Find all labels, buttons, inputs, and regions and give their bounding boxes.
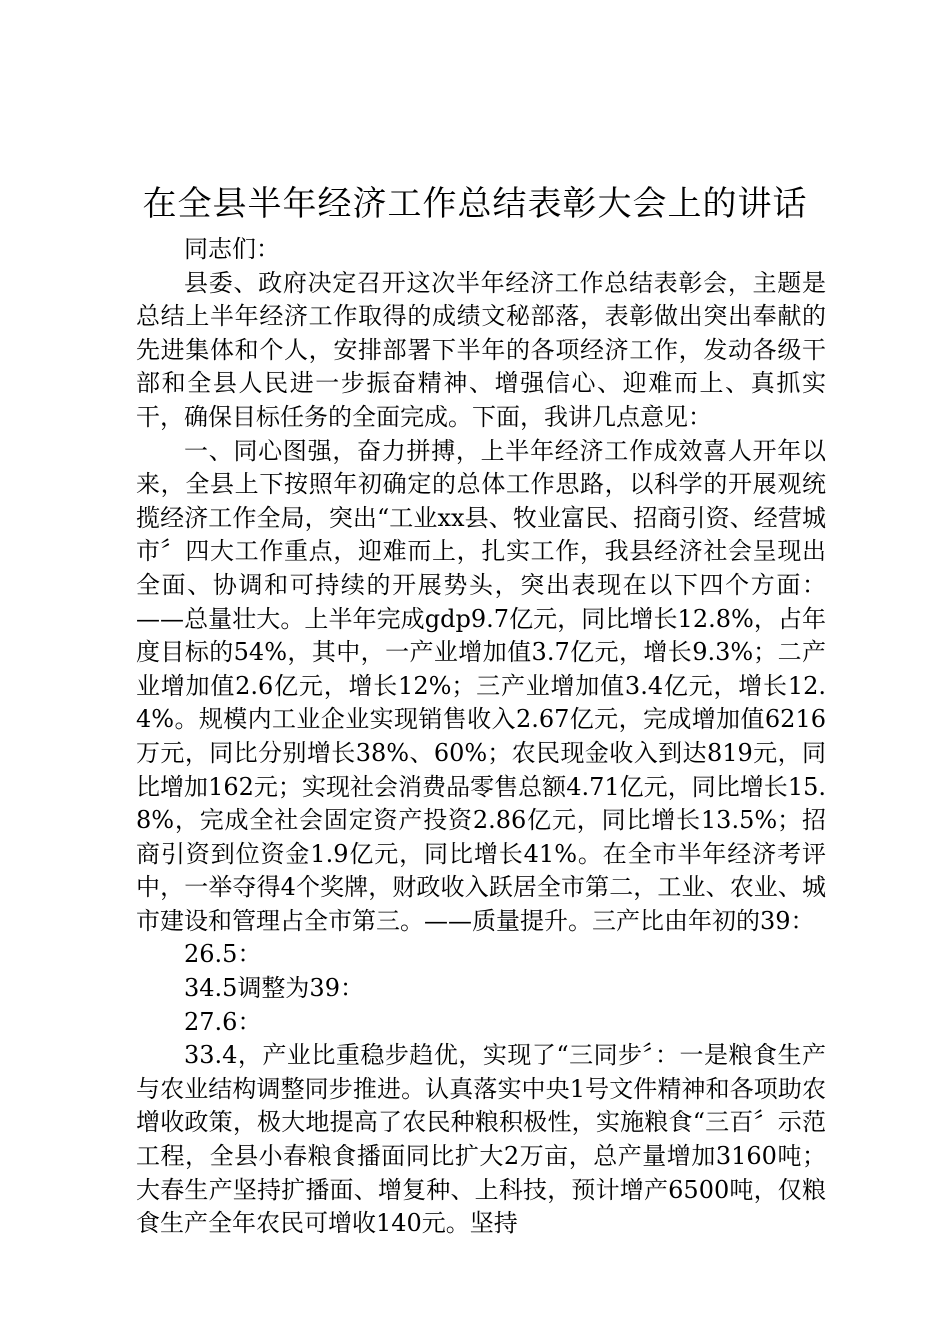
document-body (136, 233, 826, 1241)
paragraph-three-sync: 33.4，产业比重稳步趋优，实现了“三同步〞：一是粮食生产与农业结构调整同步推进。认真落实中央1号文件精神和各项助农增收政策，极大地提高了农民种粮积极性，实施粮食“三百〞示范工程，全县小春粮食播面同比扩大2万亩，总产量增加3160吨；大春生产坚持扩播面、增复种、上科技，预计增产6500吨，仅粮食生产全年农民可增收140元。坚持 (136, 1041, 826, 1238)
paragraph-intro: 县委、政府决定召开这次半年经济工作总结表彰会，主题是总结上半年经济工作取得的成绩文秘部落，表彰做出突出奉献的先进集体和个人，安排部署下半年的各项经济工作，发动各级干部和全县人民进一步振奋精神、增强信心、迎难而上、真抓实干，确保目标任务的全面完成。下面，我讲几点意见： (136, 268, 826, 431)
salutation: 同志们： (184, 235, 280, 263)
paragraph-section-one: 一、同心图强，奋力拼搏，上半年经济工作成效喜人开年以来，全县上下按照年初确定的总体工作思路，以科学的开展观统揽经济工作全局，突出“工业xx县、牧业富民、招商引资、经营城市〞四大工作重点，迎难而上，扎实工作，我县经济社会呈现出全面、协调和可持续的开展势头，突出表现在以下四个方面：——总量壮大。上半年完成gdp9.7亿元，同比增长12.8%，占年度目标的54%，其中，一产业增加值3.7亿元，增长9.3%；二产业增加值2.6亿元，增长12%；三产业增加值3.4亿元，增长12.4%。规模内工业企业实现销售收入2.67亿元，完成增加值6216万元，同比分别增长38%、60%；农民现金收入到达819元，同比增加162元；实现社会消费品零售总额4.71亿元，同比增长15.8%，完成全社会固定资产投资2.86亿元，同比增长13.5%；招商引资到位资金1.9亿元，同比增长41%。在全市半年经济考评中，一举夺得4个奖牌，财政收入跃居全市第二，工业、农业、城市建设和管理占全市第三。——质量提升。三产比由年初的39： (136, 436, 826, 935)
paragraph-ratio-1: 26.5： (184, 940, 262, 969)
paragraph-ratio-3: 27.6： (184, 1007, 262, 1036)
paragraph-ratio-2: 34.5调整为39： (184, 974, 364, 1003)
document-title: 在全县半年经济工作总结表彰大会上的讲话 (142, 184, 808, 224)
